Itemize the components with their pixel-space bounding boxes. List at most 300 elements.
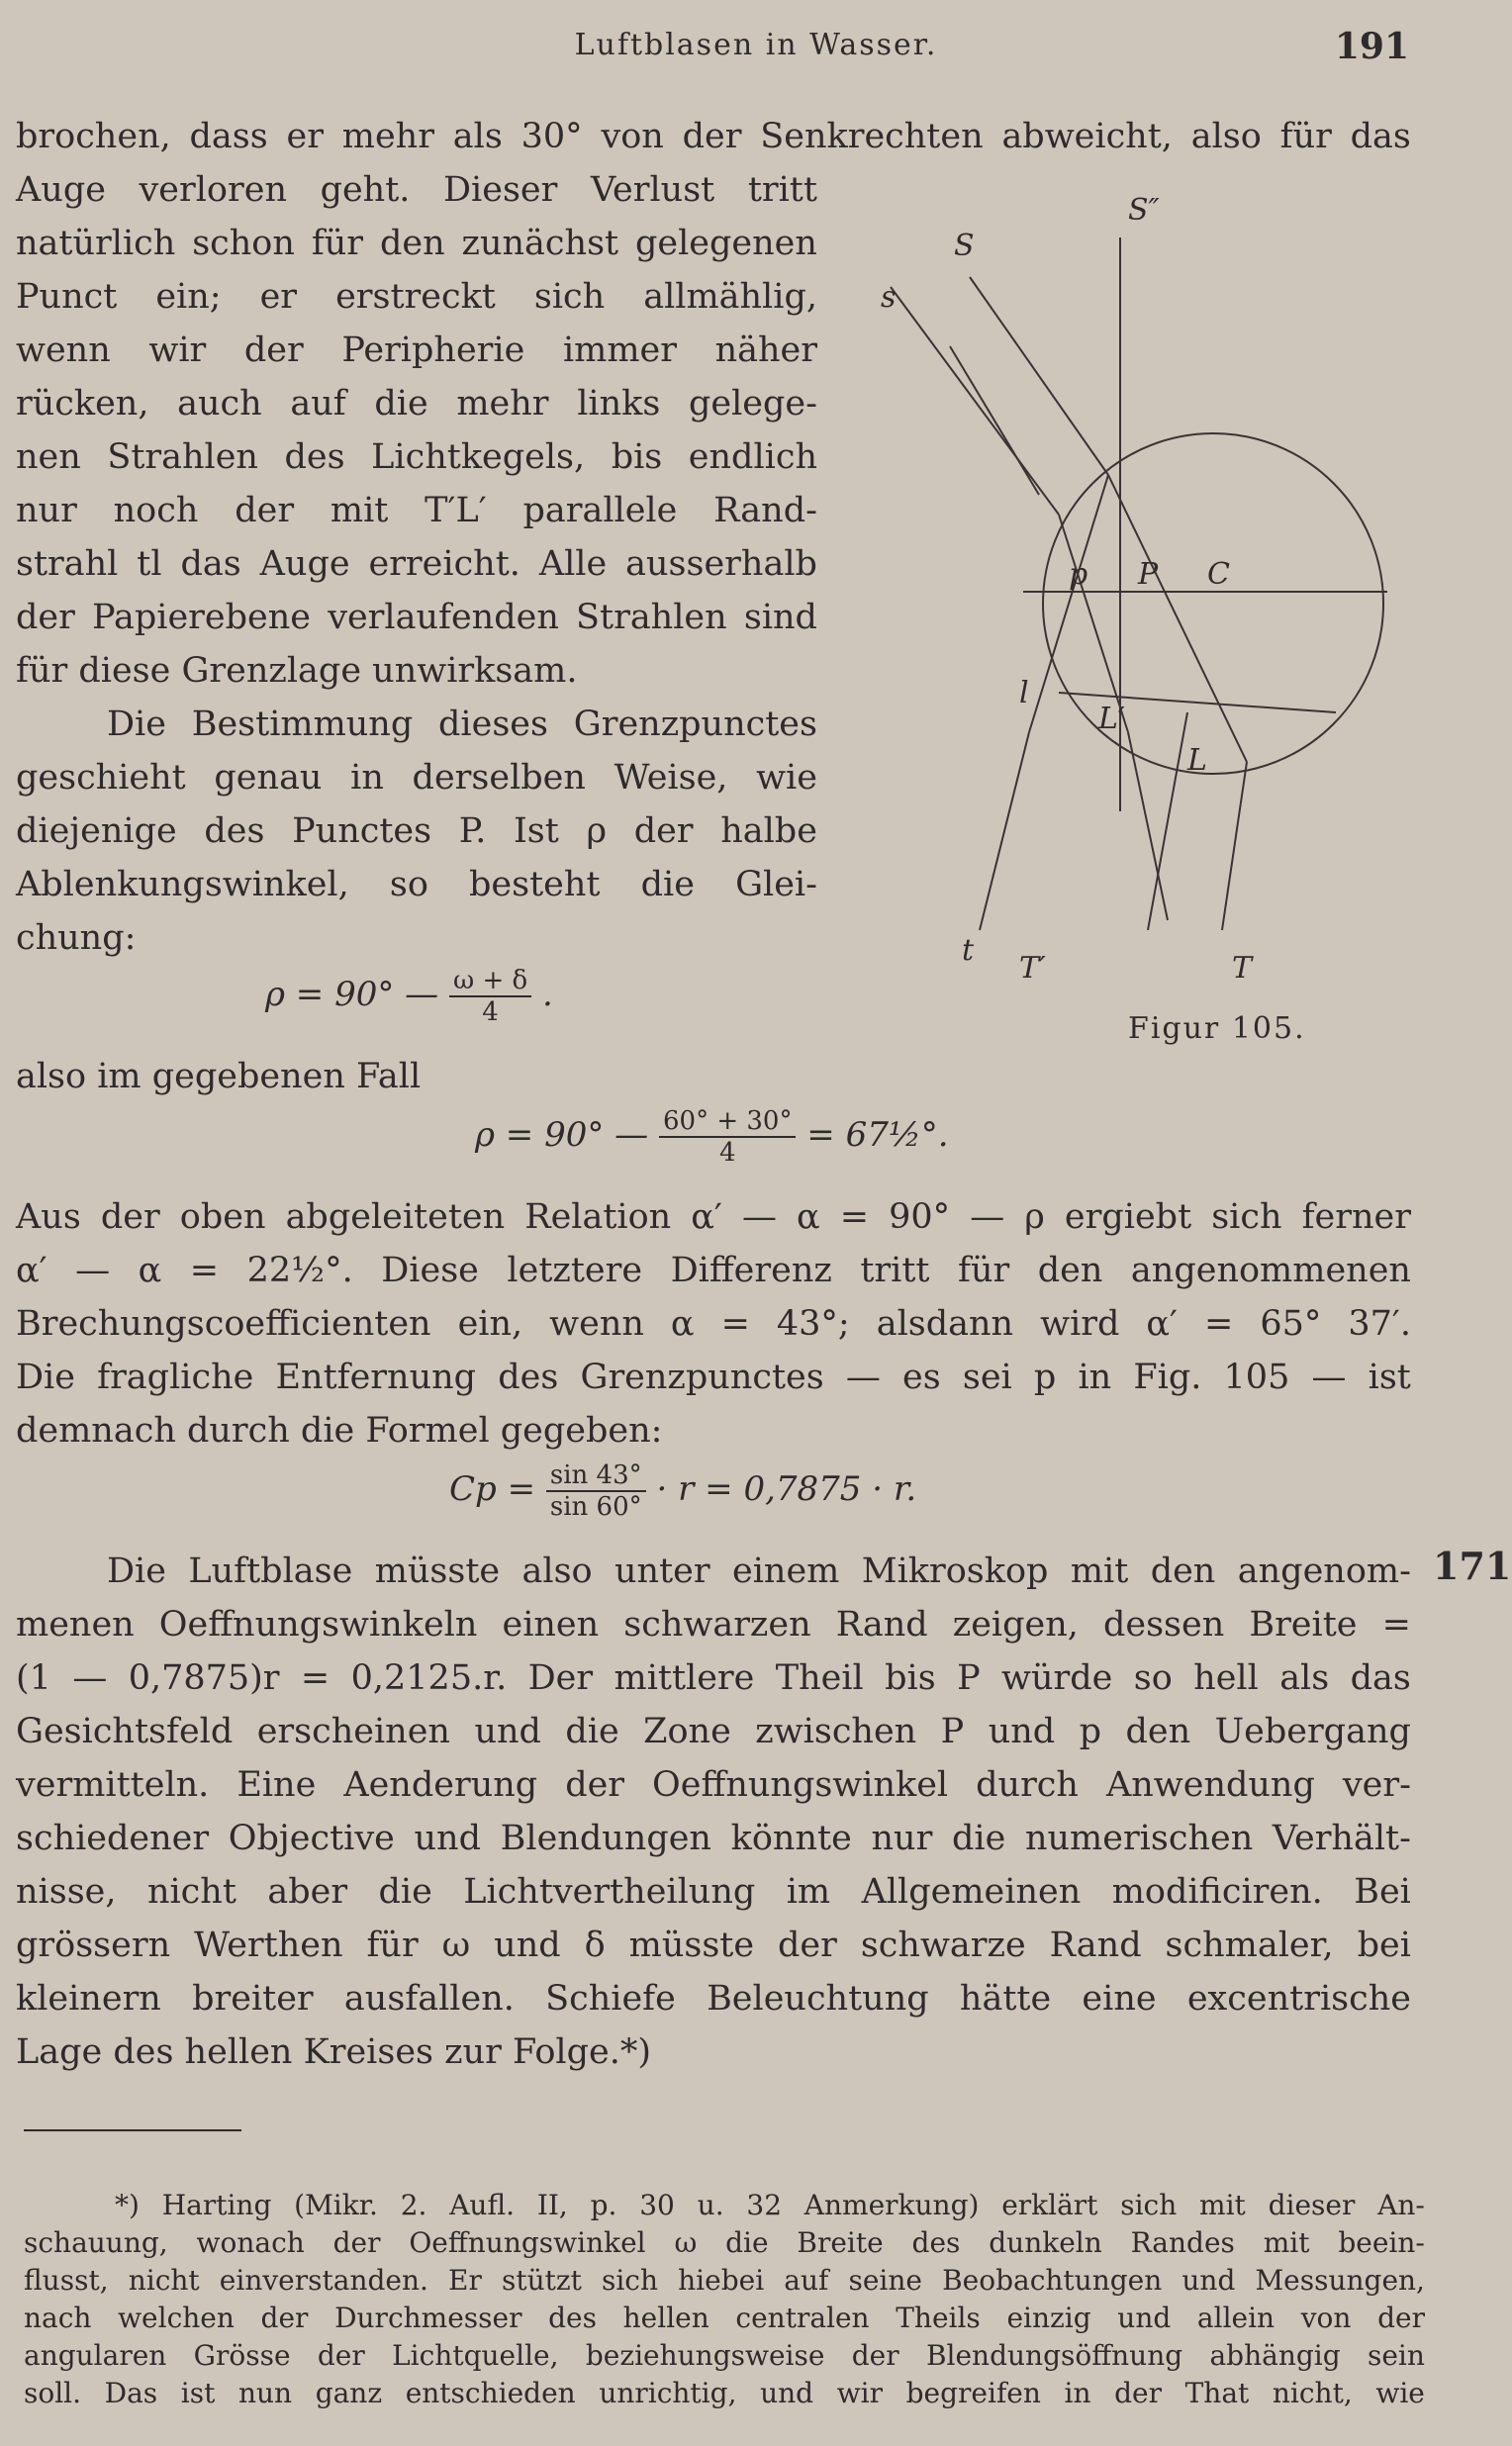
label-S: S [954, 229, 975, 263]
text-line [16, 1872, 1411, 1912]
label-t: t [962, 933, 975, 968]
word: also [1190, 117, 1262, 156]
word: (1 [16, 1658, 51, 1698]
text-line [16, 544, 817, 584]
ray-line [1222, 762, 1247, 930]
word: schauung, [24, 2226, 168, 2259]
word: erreicht. [368, 544, 520, 584]
word: Bei [1354, 1872, 1411, 1912]
footnote-line [24, 2264, 1425, 2297]
label-l: l [1019, 676, 1029, 710]
word: es [902, 1358, 941, 1397]
word: wonach [196, 2226, 305, 2259]
word: die [374, 384, 428, 423]
word: ganz [315, 2377, 383, 2409]
text-line [16, 170, 817, 210]
footnote-line [24, 2377, 1425, 2409]
word: sich [1211, 1197, 1282, 1237]
word: 43°; [776, 1304, 850, 1344]
word: die [725, 2226, 769, 2259]
word: schwarze [860, 1926, 1026, 1965]
word: also [521, 1552, 593, 1591]
word: der [235, 491, 295, 530]
word: für [366, 1926, 419, 1965]
label-p: p [1069, 557, 1088, 592]
word: das [1350, 1658, 1411, 1698]
text-line [16, 1304, 1411, 1344]
word: als [1279, 1658, 1330, 1698]
text-line [16, 1358, 1411, 1397]
word: Grösse [193, 2339, 291, 2372]
word: zunächst [461, 224, 619, 263]
word: That [1184, 2377, 1250, 2409]
word: des [911, 2226, 961, 2259]
word: und [414, 1819, 481, 1858]
word: parallele [522, 491, 678, 530]
word: den [379, 224, 445, 263]
fraction-denominator: 4 [482, 997, 499, 1027]
text-line [16, 1197, 1411, 1237]
word: Alle [538, 544, 608, 584]
word: wir [836, 2377, 883, 2409]
word: sich [601, 2264, 659, 2297]
word: — [1311, 1358, 1347, 1397]
word: sind [743, 598, 817, 637]
text-line [107, 705, 817, 744]
ray-line [891, 287, 1059, 515]
word: nicht, [1272, 2377, 1353, 2409]
word: Die [107, 705, 166, 744]
word: wie [756, 758, 817, 798]
word: hellen [622, 2302, 709, 2334]
word: der [633, 811, 694, 851]
word: beein- [1338, 2226, 1425, 2259]
word: und [1181, 2264, 1236, 2297]
word: Rand- [713, 491, 817, 530]
word: durch [976, 1765, 1079, 1805]
word: = [189, 1251, 220, 1290]
word: bis [611, 437, 663, 477]
word: — [75, 1251, 111, 1290]
word: Strahlen [576, 598, 727, 637]
word: wenn [16, 330, 111, 370]
word: endlich [688, 437, 817, 477]
text-line [16, 865, 817, 904]
word: würde [1001, 1658, 1113, 1698]
word: tritt [747, 170, 817, 210]
text-line [16, 330, 817, 370]
label-L: L [1187, 743, 1207, 778]
text-line [16, 277, 817, 317]
word: bei [1357, 1926, 1411, 1965]
word: = [720, 1304, 750, 1344]
word: Differenz [670, 1251, 832, 1290]
fraction-numerator: sin 43° [546, 1460, 646, 1492]
word: begreifen [905, 2377, 1041, 2409]
word: sein [1367, 2339, 1425, 2372]
word: Objective [228, 1819, 395, 1858]
word: geschieht [16, 758, 186, 798]
text-line: demnach durch die Formel gegeben: [16, 1411, 663, 1451]
word: der [16, 598, 75, 637]
word: den [1037, 1251, 1103, 1290]
word: von [601, 117, 664, 156]
text-line [16, 1658, 1411, 1698]
word: numerischen [1024, 1819, 1254, 1858]
word: er [286, 117, 324, 156]
word: p [1033, 1358, 1057, 1397]
word: das [180, 544, 241, 584]
word: u. [697, 2189, 724, 2221]
formula-lhs: ρ = 90° — [475, 1115, 649, 1155]
word: mit [1263, 2226, 1310, 2259]
word: nisse, [16, 1872, 117, 1912]
word: auf [290, 384, 346, 423]
word: mehr [456, 384, 549, 423]
word: Theil [775, 1658, 864, 1698]
formula-rho-value [475, 1106, 949, 1168]
word: Senkrechten [760, 117, 984, 156]
word: schwarzen [623, 1605, 811, 1645]
word: Mikroskop [861, 1552, 1049, 1591]
word: Breite [797, 2226, 884, 2259]
word: ρ [586, 811, 608, 851]
word: erscheinen [256, 1712, 450, 1751]
text-line [16, 1926, 1411, 1965]
word: menen [16, 1605, 135, 1645]
word: — [845, 1358, 881, 1397]
footnote-line [24, 2226, 1425, 2259]
word: die [378, 1872, 432, 1912]
ray-line [970, 277, 1108, 475]
word: des [284, 437, 345, 477]
word: Oeffnungswinkeln [158, 1605, 478, 1645]
word: Beleuchtung [707, 1979, 929, 2019]
word: Werthen [194, 1926, 343, 1965]
word: die [951, 1819, 1006, 1858]
word: Ist [513, 811, 559, 851]
word: derselben [412, 758, 586, 798]
margin-note: 171 [1433, 1544, 1512, 1588]
word: Blendungen [500, 1819, 711, 1858]
word: einem [732, 1552, 840, 1591]
word: Auge [16, 170, 106, 210]
word: = [1381, 1605, 1411, 1645]
word: eine [1082, 1979, 1157, 2019]
word: zwischen [755, 1712, 917, 1751]
fraction-numerator: ω + δ [449, 966, 531, 997]
word: 65° [1260, 1304, 1322, 1344]
word: den [1150, 1552, 1216, 1591]
word: Aus [16, 1197, 81, 1237]
word: Anmerkung) [803, 2189, 980, 2221]
fraction [659, 1106, 796, 1168]
word: mit [1199, 2189, 1246, 2221]
figure-caption: Figur 105. [1128, 1011, 1306, 1046]
word: zeigen, [952, 1605, 1079, 1645]
word: Allgemeinen [861, 1872, 1082, 1912]
word: der [243, 330, 304, 370]
word: erstreckt [335, 277, 496, 317]
word: Blendungsöffnung [925, 2339, 1183, 2372]
word: strahl [16, 544, 119, 584]
word: angenommenen [1130, 1251, 1411, 1290]
word: für [957, 1251, 1010, 1290]
formula-cp [449, 1460, 916, 1522]
word: immer [562, 330, 677, 370]
word: Weise, [614, 758, 728, 798]
word: dunkeln [989, 2226, 1102, 2259]
word: α [138, 1251, 162, 1290]
word: — [970, 1197, 1005, 1237]
fraction [546, 1460, 646, 1522]
word: mit [330, 491, 389, 530]
word: Luftblase [188, 1552, 353, 1591]
word: nicht [128, 2264, 200, 2297]
word: sich [533, 277, 606, 317]
word: soll. [24, 2377, 82, 2409]
word: schiedener [16, 1819, 210, 1858]
word: Er [448, 2264, 482, 2297]
word: allein [1196, 2302, 1276, 2334]
word: Die [107, 1552, 166, 1591]
word: mehr [341, 117, 434, 156]
word: nur [871, 1819, 933, 1858]
text-line [16, 1251, 1411, 1290]
word: Beobachtungen [942, 2264, 1163, 2297]
word: müsste [374, 1552, 501, 1591]
word: der [778, 1926, 837, 1965]
word: Aenderung [343, 1765, 538, 1805]
word: P [957, 1658, 981, 1698]
word: p. [590, 2189, 617, 2221]
fraction [449, 966, 531, 1027]
word: brochen, [16, 117, 171, 156]
footnote-line [115, 2189, 1425, 2221]
word: Anwendung [1105, 1765, 1315, 1805]
word: im [786, 1872, 831, 1912]
text-line: chung: [16, 918, 137, 958]
word: ergiebt [1064, 1197, 1192, 1237]
word: gelegenen [635, 224, 817, 263]
word: II, [536, 2189, 568, 2221]
word: die [565, 1712, 619, 1751]
word: angenom- [1237, 1552, 1411, 1591]
word: wenn [549, 1304, 644, 1344]
word: Glei- [735, 865, 817, 904]
word: 22½°. [246, 1251, 353, 1290]
word: verlaufenden [328, 598, 559, 637]
text-line: für diese Grenzlage unwirksam. [16, 651, 578, 691]
word: centralen [735, 2302, 870, 2334]
word: der [100, 1197, 160, 1237]
formula-rhs: = 67½°. [806, 1115, 949, 1155]
running-head: Luftblasen in Wasser. [574, 28, 938, 62]
word: Lichtkegels, [371, 437, 586, 477]
word: Relation [524, 1197, 672, 1237]
word: rücken, [16, 384, 149, 423]
word: Breite [1249, 1605, 1358, 1645]
text-line [16, 117, 1411, 156]
word: abweicht, [1001, 117, 1173, 156]
word: diejenige [16, 811, 177, 851]
text-line [16, 1819, 1411, 1858]
word: auf [784, 2264, 829, 2297]
word: der [317, 2339, 365, 2372]
word: allmählig, [643, 277, 817, 317]
word: so [389, 865, 428, 904]
footnote-line [24, 2339, 1425, 2372]
word: Gesichtsfeld [16, 1712, 234, 1751]
footnote-divider [24, 2129, 241, 2131]
word: Theils [896, 2302, 981, 2334]
word: Brechungscoefficienten [16, 1304, 431, 1344]
word: 32 [746, 2189, 783, 2221]
word: Papierebene [92, 598, 312, 637]
word: Strahlen [107, 437, 258, 477]
word: Der [527, 1658, 594, 1698]
word: links [577, 384, 661, 423]
word: grössern [16, 1926, 171, 1965]
word: bis [885, 1658, 936, 1698]
word: (Mikr. [294, 2189, 378, 2221]
word: α [797, 1197, 820, 1237]
text-line [16, 758, 817, 798]
word: α′ [1146, 1304, 1178, 1344]
word: einverstanden. [219, 2264, 428, 2297]
formula-end: . [541, 975, 553, 1014]
word: α [670, 1304, 695, 1344]
word: tritt [860, 1251, 930, 1290]
word: angularen [24, 2339, 167, 2372]
word: 90° [889, 1197, 951, 1237]
word: ist [1368, 1358, 1411, 1397]
word: Dieser [443, 170, 558, 210]
ray-line [1059, 515, 1128, 732]
word: wie [1375, 2377, 1425, 2409]
word: *) [115, 2189, 140, 2221]
word: dieser [1268, 2189, 1356, 2221]
word: 30° [520, 117, 583, 156]
word: erklärt [1001, 2189, 1098, 2221]
word: geht. [320, 170, 411, 210]
word: natürlich [16, 224, 176, 263]
ray-line [950, 346, 1039, 495]
word: dieses [438, 705, 548, 744]
text-line [16, 384, 817, 423]
word: sei [962, 1358, 1012, 1397]
word: der [565, 1765, 625, 1805]
word: ω [441, 1926, 471, 1965]
word: 30 [639, 2189, 675, 2221]
word: ver- [1342, 1765, 1411, 1805]
word: des [498, 1358, 559, 1397]
word: müsste [628, 1926, 755, 1965]
word: P [940, 1712, 965, 1751]
word: T′L′ [425, 491, 487, 530]
word: Bestimmung [191, 705, 414, 744]
word: tl [137, 544, 162, 584]
fraction-denominator: sin 60° [549, 1492, 642, 1522]
word: Grenzpunctes [573, 705, 817, 744]
word: Aufl. [449, 2189, 516, 2221]
word: An- [1377, 2189, 1425, 2221]
formula-lhs: Cp = [449, 1469, 536, 1509]
word: ist [180, 2377, 216, 2409]
word: besteht [469, 865, 601, 904]
word: Lichtquelle, [392, 2339, 559, 2372]
word: modificiren. [1111, 1872, 1323, 1912]
word: das [1350, 117, 1411, 156]
text-line [16, 1979, 1411, 2019]
word: Schiefe [545, 1979, 676, 2019]
word: Verlust [590, 170, 715, 210]
word: Diese [381, 1251, 479, 1290]
word: und [1117, 2302, 1172, 2334]
formula-lhs: ρ = 90° — [265, 975, 439, 1014]
word: von [1300, 2302, 1352, 2334]
word: unrichtig, [599, 2377, 737, 2409]
word: vermitteln. [16, 1765, 210, 1805]
word: noch [113, 491, 199, 530]
ray-line [1108, 475, 1247, 762]
word: ρ [1024, 1197, 1045, 1237]
word: Fig. [1133, 1358, 1202, 1397]
text-line [16, 598, 817, 637]
word: in [1064, 2377, 1091, 2409]
word: — [72, 1658, 108, 1698]
word: 37′. [1348, 1304, 1411, 1344]
word: = [839, 1197, 870, 1237]
word: und [494, 1926, 561, 1965]
word: ausfallen. [343, 1979, 515, 2019]
fraction-numerator: 60° + 30° [659, 1106, 796, 1138]
word: wird [1040, 1304, 1120, 1344]
word: in [1078, 1358, 1112, 1397]
word: P. [458, 811, 487, 851]
word: schon [192, 224, 295, 263]
word: genau [214, 758, 323, 798]
word: dessen [1102, 1605, 1225, 1645]
word: des [204, 811, 265, 851]
word: mit [1070, 1552, 1129, 1591]
word: Peripherie [341, 330, 525, 370]
word: der [1377, 2302, 1425, 2334]
word: kleinern [16, 1979, 161, 2019]
word: Uebergang [1214, 1712, 1411, 1751]
word: des [548, 2302, 597, 2334]
word: Lichtvertheilung [463, 1872, 756, 1912]
text-line [16, 437, 817, 477]
word: und [760, 2377, 814, 2409]
word: nen [16, 437, 81, 477]
word: ein, [457, 1304, 523, 1344]
text-line [16, 224, 817, 263]
text-line: also im gegebenen Fall [16, 1057, 422, 1096]
word: Oeffnungswinkel [409, 2226, 646, 2259]
text-line [16, 1712, 1411, 1751]
word: ein; [155, 277, 222, 317]
word: er [259, 277, 298, 317]
word: letztere [507, 1251, 643, 1290]
text-line: Lage des hellen Kreises zur Folge.*) [16, 2032, 651, 2072]
word: — [741, 1197, 777, 1237]
word: hiebei [678, 2264, 765, 2297]
word: entschieden [405, 2377, 576, 2409]
formula-rhs: · r = 0,7875 · r. [656, 1469, 917, 1509]
word: p [1079, 1712, 1102, 1751]
text-line [16, 1765, 1411, 1805]
